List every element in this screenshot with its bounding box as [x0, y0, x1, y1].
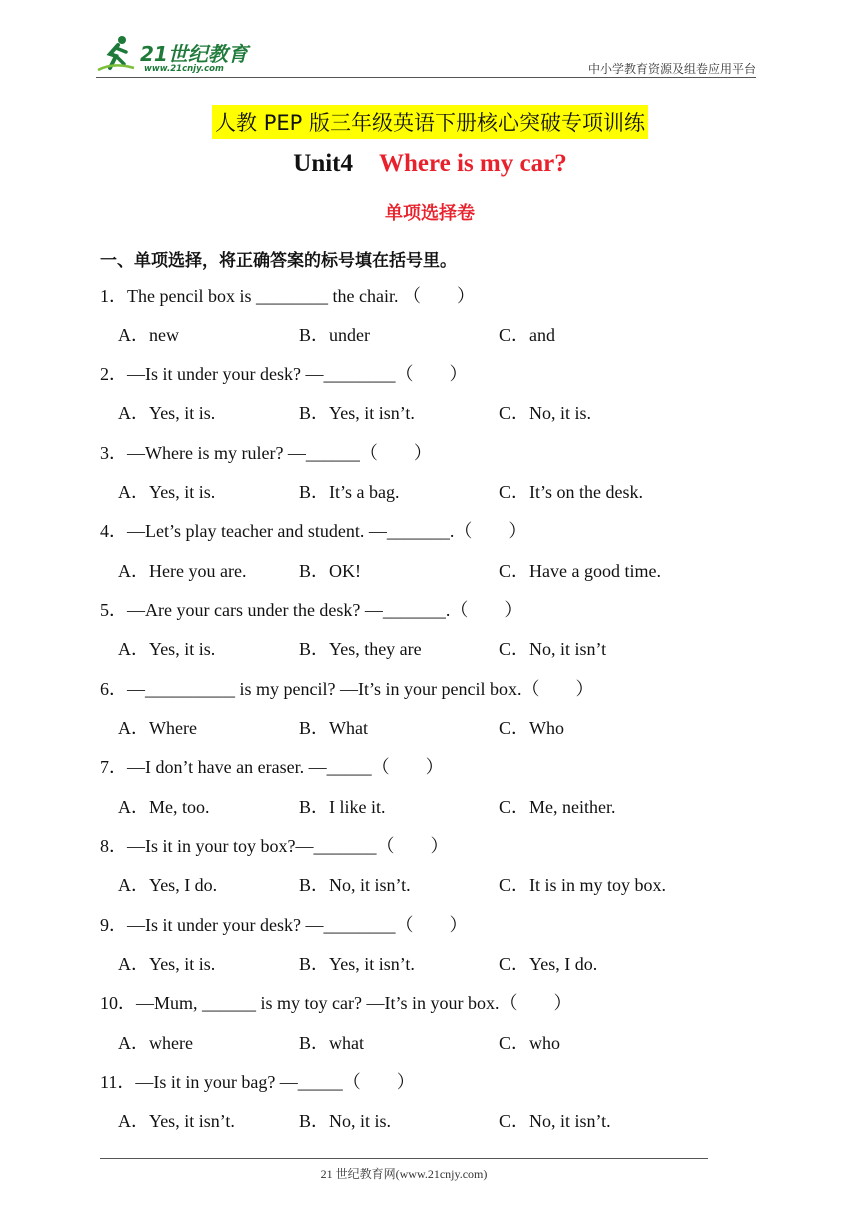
question-11: 11．—Is it in your bag? —_____（ ） [100, 1072, 415, 1092]
page-header [96, 30, 756, 80]
option-b: B．No, it is. [299, 1111, 392, 1131]
question-4: 4．—Let’s play teacher and student. —_______.（ ） [100, 521, 527, 541]
question-9: 9．—Is it under your desk? —________（ ） [100, 915, 468, 935]
question-6: 6．—__________ is my pencil? —It’s in your pencil box.（ ） [100, 679, 594, 699]
option-a: A．Here you are. [118, 561, 247, 581]
unit-name: Where is my car? [379, 150, 567, 177]
unit-heading [0, 150, 860, 178]
option-c: C．Have a good time. [499, 561, 661, 581]
option-a: A．new [118, 325, 179, 345]
option-c: C．Me, neither. [499, 797, 616, 817]
page-title: 人教 PEP 版三年级英语下册核心突破专项训练 [212, 105, 648, 139]
logo [96, 30, 266, 78]
logo-text: 21世纪教育 [140, 42, 248, 66]
option-b: B．It’s a bag. [299, 482, 400, 502]
option-b: B．Yes, it isn’t. [299, 403, 415, 423]
question-7: 7．—I don’t have an eraser. —_____（ ） [100, 757, 444, 777]
option-b: B．Yes, they are [299, 639, 422, 659]
option-b: B．No, it isn’t. [299, 875, 411, 895]
footer-text [0, 1165, 808, 1182]
option-c: C．No, it isn’t. [499, 1111, 611, 1131]
question-1: 1．The pencil box is ________ the chair. （ ） [100, 286, 475, 306]
option-a: A．where [118, 1033, 193, 1053]
unit-number: Unit4 [293, 150, 354, 177]
option-a: A．Yes, it isn’t. [118, 1111, 235, 1131]
option-a: A．Yes, it is. [118, 639, 216, 659]
option-c: C．Yes, I do. [499, 954, 598, 974]
runner-logo-icon [96, 34, 136, 74]
footer-divider [100, 1158, 708, 1159]
option-a: A．Yes, it is. [118, 954, 216, 974]
section-subtitle: 单项选择卷 [385, 203, 475, 224]
question-3: 3．—Where is my ruler? —______（ ） [100, 443, 432, 463]
option-b: B．what [299, 1033, 364, 1053]
option-a: A．Yes, I do. [118, 875, 218, 895]
option-c: C．and [499, 325, 555, 345]
question-2: 2．—Is it under your desk? —________（ ） [100, 364, 468, 384]
instruction: 一、单项选择，将正确答案的标号填在括号里。 [100, 251, 457, 271]
option-c: C．No, it isn’t [499, 639, 607, 659]
option-b: B．under [299, 325, 370, 345]
option-c: C．It’s on the desk. [499, 482, 643, 502]
option-a: A．Yes, it is. [118, 403, 216, 423]
option-a: A．Me, too. [118, 797, 210, 817]
option-b: B．Yes, it isn’t. [299, 954, 415, 974]
option-c: C．Who [499, 718, 564, 738]
option-b: B．What [299, 718, 368, 738]
question-8: 8．—Is it in your toy box?—_______（ ） [100, 836, 449, 856]
option-a: A．Where [118, 718, 197, 738]
question-5: 5．—Are your cars under the desk? —_______.（ ） [100, 600, 523, 620]
option-c: C．It is in my toy box. [499, 875, 667, 895]
footer-link: 21 世纪教育网(www.21cnjy.com) [320, 1167, 488, 1181]
logo-url: www.21cnjy.com [144, 64, 224, 74]
option-b: B．I like it. [299, 797, 386, 817]
header-divider [96, 77, 756, 78]
option-a: A．Yes, it is. [118, 482, 216, 502]
option-b: B．OK! [299, 561, 361, 581]
platform-name: 中小学教育资源及组卷应用平台 [587, 62, 756, 76]
option-c: C．No, it is. [499, 403, 592, 423]
question-10: 10．—Mum, ______ is my toy car? —It’s in your box.（ ） [100, 993, 572, 1013]
option-c: C．who [499, 1033, 561, 1053]
